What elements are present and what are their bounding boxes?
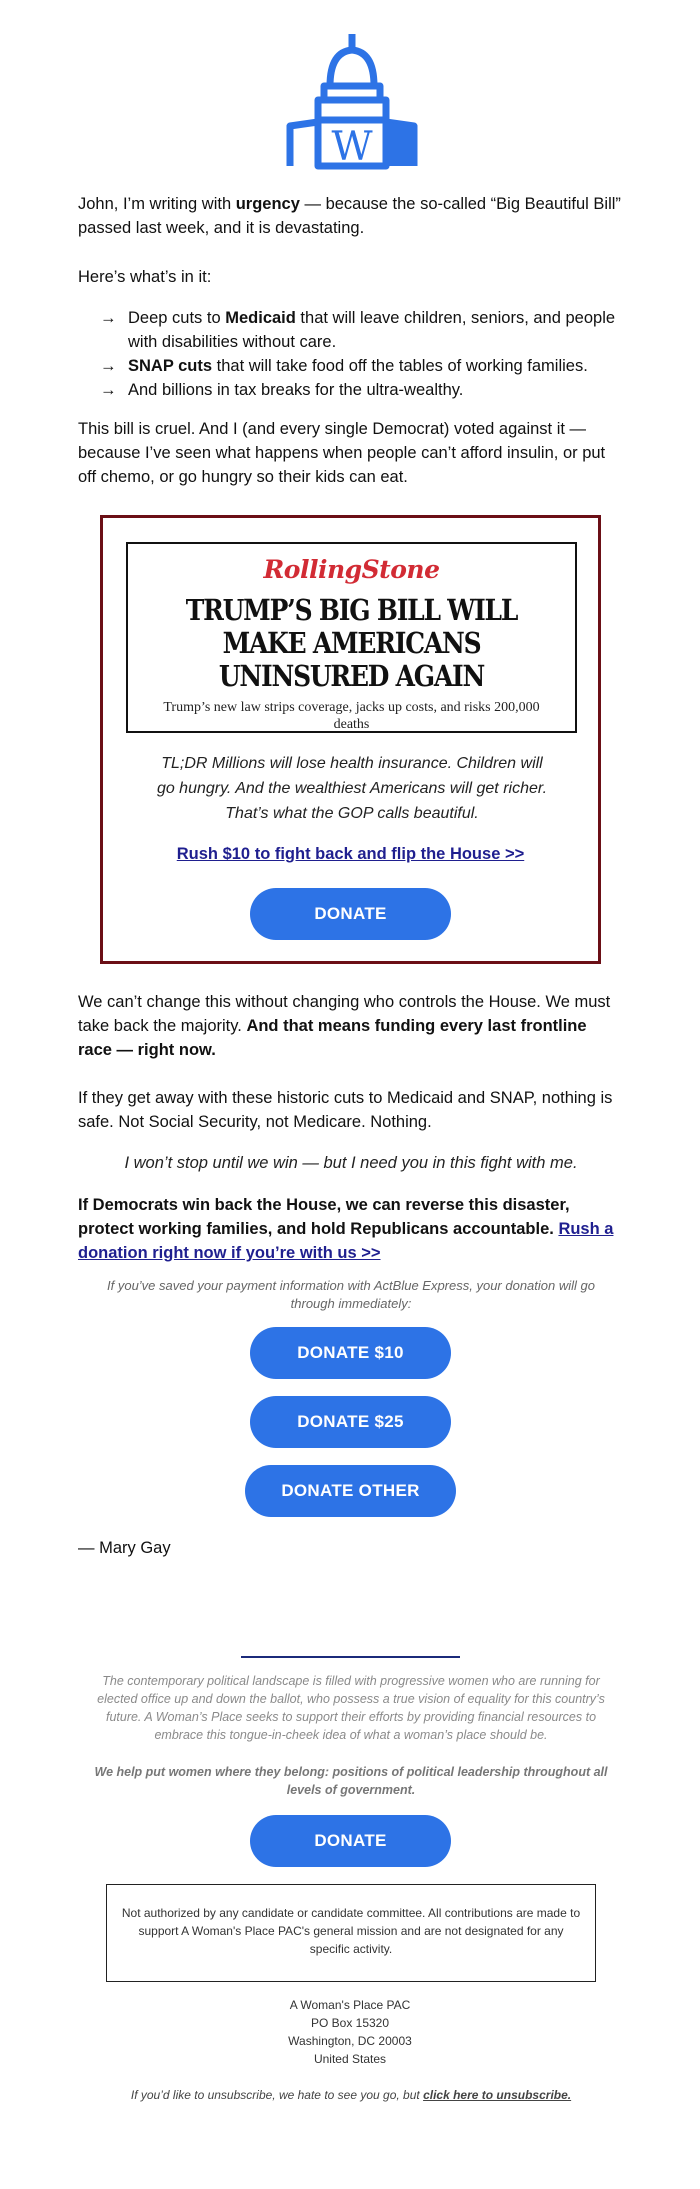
callout-box [100,515,601,964]
footer-donate-button[interactable]: DONATE [250,1815,451,1867]
rush-donation-link[interactable]: Rush a donation right now if you’re with us >> [78,1220,614,1262]
article-card[interactable] [126,542,577,733]
signature: — Mary Gay [78,1539,171,1557]
bill-contents-list [100,306,620,402]
actblue-express-note: If you’ve saved your payment information with ActBlue Express, your donation will go through immediately: [107,1278,595,1311]
footer-description: The contemporary political landscape is filled with progressive women who are running for elected office up and down the ballot, who possess a true vision of equality for this country’s future. A Woman’s Place seeks to support their efforts by providing financial resources to embrace this tongue-in-cheek idea of what a woman’s place should be. [97,1674,605,1742]
cruel-paragraph: This bill is cruel. And I (and every single Democrat) voted against it — because I’ve seen what happens when people can’t afford insulin, or put off chemo, or go hungry so their kids can eat. [78,420,606,486]
rolling-stone-logo: RollingStone [263,555,440,584]
donate-other-button[interactable]: DONATE OTHER [245,1465,456,1517]
arrow-right-icon: → [100,309,117,327]
article-headline: TRUMP’S BIG BILL WILL MAKE AMERICANS UNINSURED AGAIN [185,593,518,693]
list-item: → Deep cuts to Medicaid that will leave children, seniors, and people with disabilities without care. [100,306,620,354]
house-paragraph: We can’t change this without changing who controls the House. We must take back the majority. And that means funding every last frontline race — right now. [78,993,611,1059]
logo-letter: W [331,124,373,170]
whats-in-it-text: Here’s what’s in it: [78,268,212,286]
unsubscribe-text: If you’d like to unsubscribe, we hate to see you go, but click here to unsubscribe. [130,2088,572,2102]
arrow-right-icon: → [100,357,117,375]
unsubscribe-link[interactable]: click here to unsubscribe. [423,2088,572,2102]
capitol-logo-icon [284,34,420,172]
cuts-paragraph: If they get away with these historic cuts to Medicaid and SNAP, nothing is safe. Not Social Security, not Medicare. Nothing. [78,1089,613,1131]
rush-donate-link[interactable]: Rush $10 to fight back and flip the House >> [176,845,525,863]
list-item: → SNAP cuts that will take food off the tables of working families. [100,354,620,378]
donate-10-button[interactable]: DONATE $10 [250,1327,451,1379]
list-item: → And billions in tax breaks for the ultra-wealthy. [100,378,620,402]
win-paragraph: If Democrats win back the House, we can reverse this disaster, protect working families, and hold Republicans accountable. Rush a donation right now if you’re with us >> [78,1196,614,1262]
address-line: PO Box 15320 [310,2016,390,2030]
donate-button[interactable]: DONATE [250,888,451,940]
address-line: United States [313,2052,387,2066]
footer-tagline: We help put women where they belong: positions of political leadership throughout all levels of government. [94,1765,608,1797]
quote-text: I won’t stop until we win — but I need you in this fight with me. [124,1154,578,1172]
tldr-text: TL;DR Millions will lose health insurance. Children will go hungry. And the wealthiest Americans will get richer. That’s what the GOP calls beautiful. [156,755,548,822]
address-line: A Woman's Place PAC [289,1998,411,2012]
footer-divider [241,1656,460,1658]
address-line: Washington, DC 20003 [288,2034,412,2048]
disclaimer-box: Not authorized by any candidate or candidate committee. All contributions are made to support A Woman's Place PAC's general mission and are not designated for any specific activity. [106,1884,596,1982]
mailing-address [200,1996,500,2068]
arrow-right-icon: → [100,381,117,399]
donate-25-button[interactable]: DONATE $25 [250,1396,451,1448]
article-subhead: Trump’s new law strips coverage, jacks up costs, and risks 200,000 deaths [163,700,540,732]
intro-paragraph: John, I’m writing with urgency — because the so-called “Big Beautiful Bill” passed last week, and it is devastating. [78,195,621,237]
